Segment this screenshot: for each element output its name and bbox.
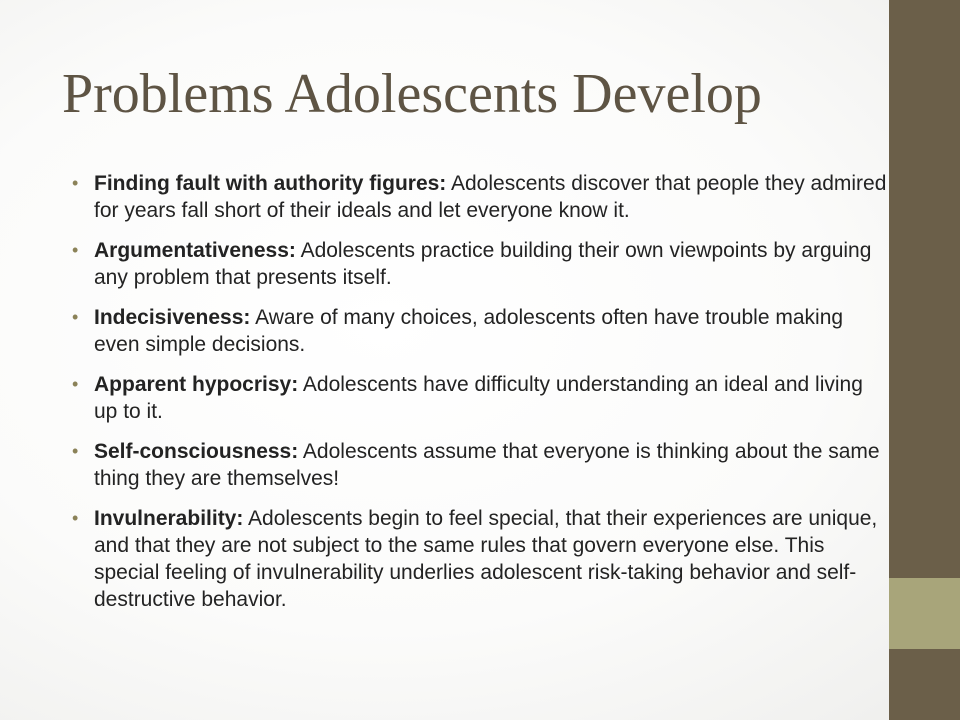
bullet-item-argumentativeness — [72, 237, 887, 291]
bullet-term: Self-consciousness: — [94, 440, 299, 463]
bullet-text: Adolescents assume that everyone is thinking about the same thing they are themselves! — [94, 440, 880, 490]
bullet-text: Adolescents practice building their own viewpoints by arguing any problem that presents itself. — [94, 239, 872, 289]
bullet-dot-icon: • — [72, 508, 79, 528]
bullet-item-self-consciousness — [72, 438, 887, 492]
bullet-term: Indecisiveness: — [94, 306, 251, 329]
bullet-item-finding-fault — [72, 170, 887, 224]
bullet-term: Argumentativeness: — [94, 239, 296, 262]
slide-title: Problems Adolescents Develop — [62, 63, 762, 125]
bullet-item-indecisiveness — [72, 304, 887, 358]
bullet-dot-icon: • — [72, 173, 79, 193]
bullet-item-invulnerability — [72, 505, 887, 613]
bullet-term: Finding fault with authority figures: — [94, 172, 447, 195]
bullet-item-apparent-hypocrisy — [72, 371, 887, 425]
bullet-dot-icon: • — [72, 307, 79, 327]
sidebar-accent-block — [889, 578, 960, 649]
bullet-list — [72, 170, 887, 626]
bullet-dot-icon: • — [72, 374, 79, 394]
bullet-term: Apparent hypocrisy: — [94, 373, 299, 396]
bullet-text: Adolescents have difficulty understanding an ideal and living up to it. — [94, 373, 863, 423]
bullet-dot-icon: • — [72, 441, 79, 461]
bullet-text: Aware of many choices, adolescents often have trouble making even simple decisions. — [94, 306, 844, 356]
bullet-dot-icon: • — [72, 240, 79, 260]
bullet-text: Adolescents begin to feel special, that their experiences are unique, and that they are not subject to the same rules that govern everyone else. This special feeling of invulnerability underlies adolescent risk-taking behavior and self-destructive behavior. — [94, 507, 878, 611]
bullet-term: Invulnerability: — [94, 507, 244, 530]
bullet-text: Adolescents discover that people they admired for years fall short of their ideals and let everyone know it. — [94, 172, 887, 222]
